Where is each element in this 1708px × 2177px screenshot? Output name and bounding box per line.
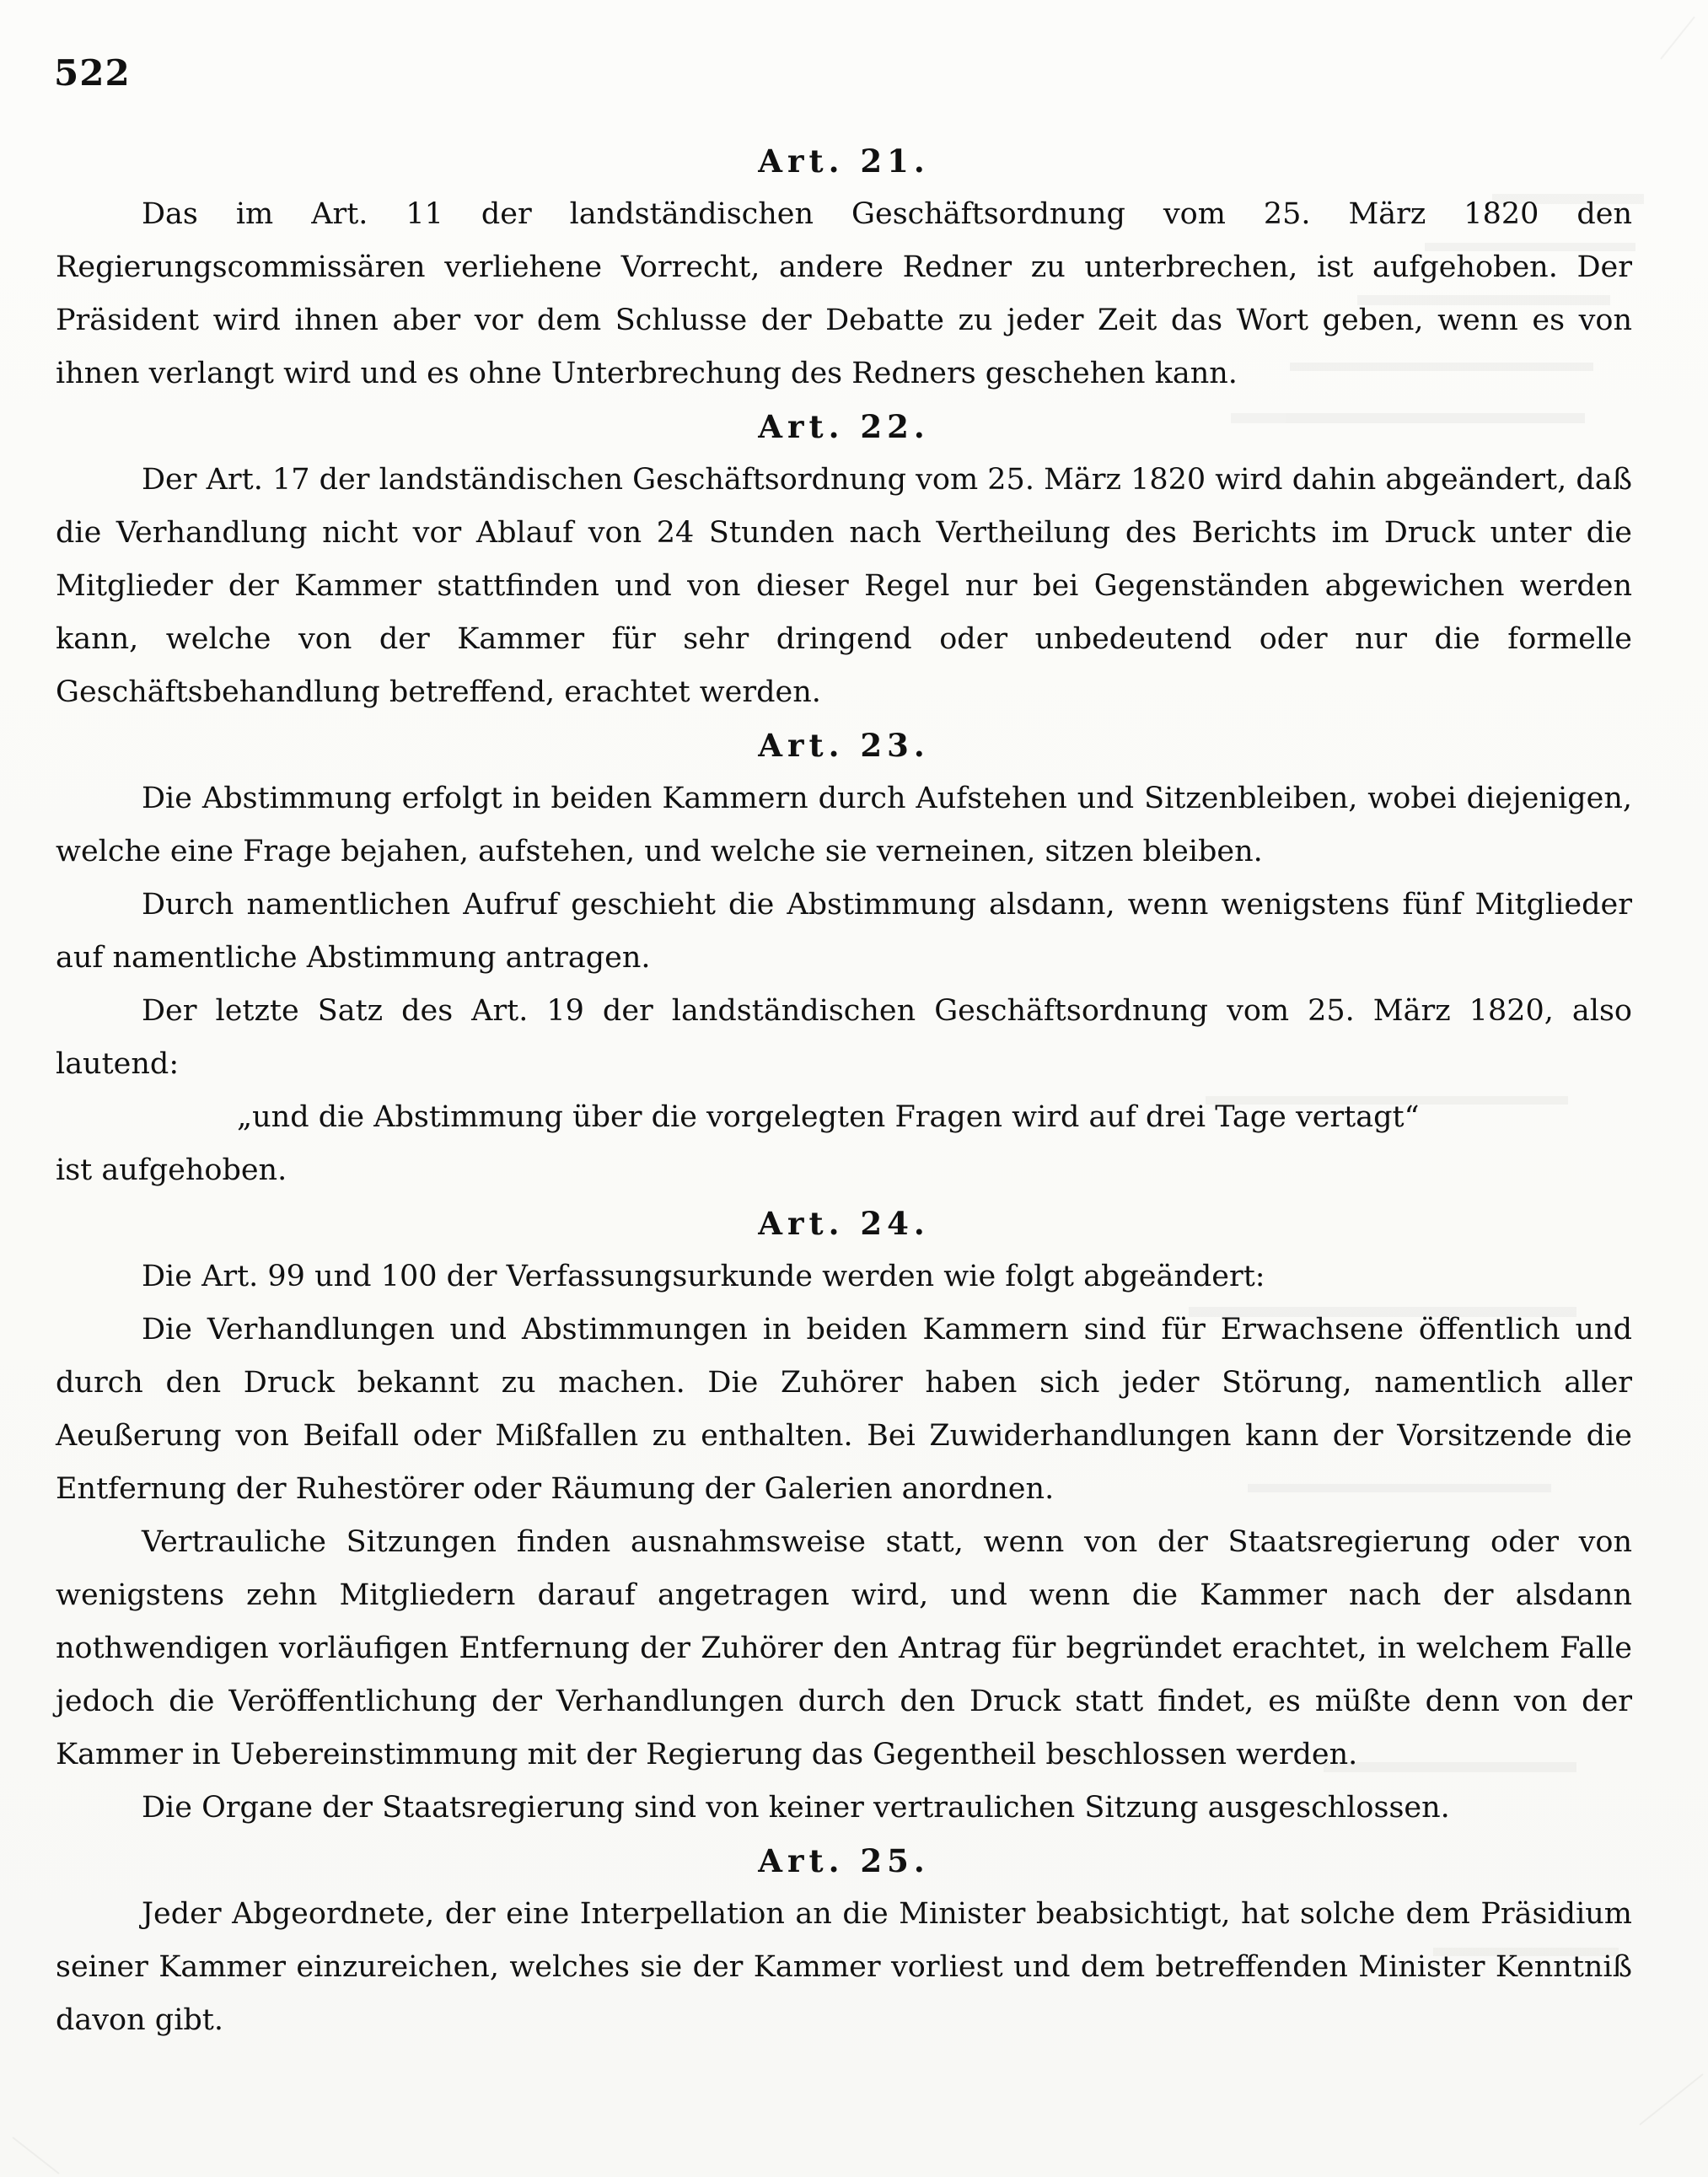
article-25	[56, 1835, 1632, 2047]
article-heading: Art. 21.	[758, 142, 930, 180]
paragraph: Die Verhandlungen und Abstimmungen in beiden Kammern sind für Erwachsene öffentlich und durch den Druck bekannt zu machen. Die Zuhörer haben sich jeder Störung, namentlich aller Aeußerung von Beifall oder Mißfallen zu enthalten. Bei Zuwiderhandlungen kann der Vorsitzende die Entfernung der Ruhestörer oder Räumung der Galerien anordnen.	[56, 1313, 1632, 1506]
article-heading: Art. 25.	[758, 1842, 930, 1879]
article-24	[56, 1197, 1632, 1835]
quoted-text: „und die Abstimmung über die vorgelegten Fragen wird auf drei Tage vertagt“	[237, 1100, 1420, 1134]
paragraph: Das im Art. 11 der landständischen Geschäftsordnung vom 25. März 1820 den Regierungscommissären verliehene Vorrecht, andere Redner zu unterbrechen, ist aufgehoben. Der Präsident wird ihnen aber vor dem Schlusse der Debatte zu jeder Zeit das Wort geben, wenn es von ihnen verlangt wird und es ohne Unterbrechung des Redners geschehen kann.	[56, 197, 1632, 390]
page-number: 522	[54, 52, 131, 94]
paragraph: Jeder Abgeordnete, der eine Interpellation an die Minister beabsichtigt, hat solche dem Präsidium seiner Kammer einzureichen, welches sie der Kammer vorliest und dem betreffenden Minister Kenntniß davon gibt.	[56, 1897, 1632, 2037]
paragraph: Der letzte Satz des Art. 19 der landständischen Geschäftsordnung vom 25. März 1820, also lautend:	[56, 994, 1632, 1081]
article-22	[56, 400, 1632, 719]
document-body	[56, 135, 1632, 2047]
paragraph: ist aufgehoben.	[56, 1153, 287, 1187]
article-23	[56, 719, 1632, 1197]
paragraph: Die Art. 99 und 100 der Verfassungsurkunde werden wie folgt abgeändert:	[142, 1260, 1265, 1293]
article-heading: Art. 22.	[758, 408, 930, 445]
paragraph: Vertrauliche Sitzungen finden ausnahmsweise statt, wenn von der Staatsregierung oder von wenigstens zehn Mitgliedern darauf angetragen wird, und wenn die Kammer nach der alsdann nothwendigen vorläufigen Entfernung der Zuhörer den Antrag für begründet erachtet, in welchem Falle jedoch die Veröffentlichung der Verhandlungen durch den Druck statt findet, es müßte denn von der Kammer in Uebereinstimmung mit der Regierung das Gegentheil beschlossen werden.	[56, 1525, 1632, 1771]
paragraph: Die Abstimmung erfolgt in beiden Kammern durch Aufstehen und Sitzenbleiben, wobei diejenigen, welche eine Frage bejahen, aufstehen, und welche sie verneinen, sitzen bleiben.	[56, 782, 1632, 868]
paragraph: Der Art. 17 der landständischen Geschäftsordnung vom 25. März 1820 wird dahin abgeändert, daß die Verhandlung nicht vor Ablauf von 24 Stunden nach Vertheilung des Berichts im Druck unter die Mitglieder der Kammer stattfinden und von dieser Regel nur bei Gegenständen abgewichen werden kann, welche von der Kammer für sehr dringend oder unbedeutend oder nur die formelle Geschäftsbehandlung betreffend, erachtet werden.	[56, 463, 1632, 709]
article-21	[56, 135, 1632, 400]
paragraph: Die Organe der Staatsregierung sind von keiner vertraulichen Sitzung ausgeschlossen.	[142, 1791, 1450, 1825]
paragraph: Durch namentlichen Aufruf geschieht die Abstimmung alsdann, wenn wenigstens fünf Mitglieder auf namentliche Abstimmung antragen.	[56, 888, 1632, 975]
article-heading: Art. 24.	[758, 1205, 930, 1242]
article-heading: Art. 23.	[758, 727, 930, 764]
